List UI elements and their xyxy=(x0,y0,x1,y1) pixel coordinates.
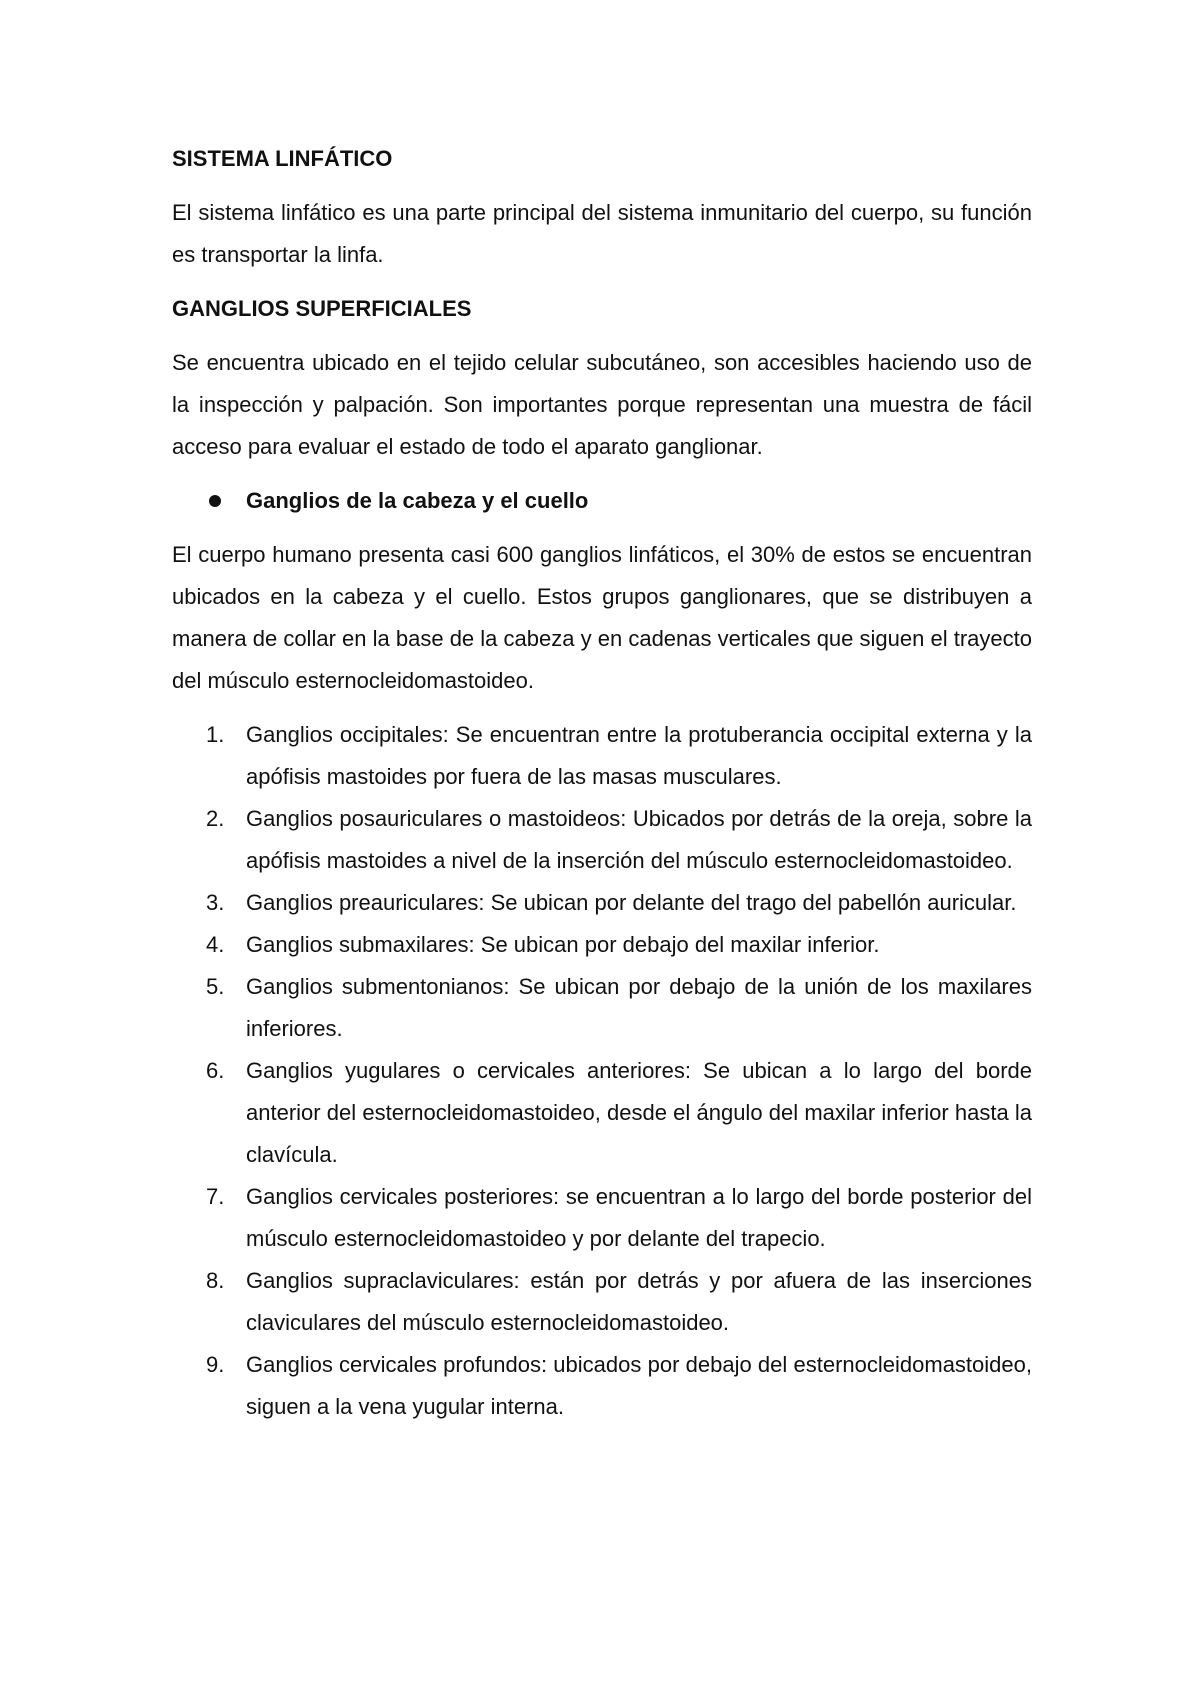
bullet-dot-icon xyxy=(209,495,221,507)
list-item-text: Ganglios submaxilares: Se ubican por debajo del maxilar inferior. xyxy=(246,932,880,957)
bullet-paragraph: El cuerpo humano presenta casi 600 ganglios linfáticos, el 30% de estos se encuentran ubicados en la cabeza y el cuello. Estos grupos ganglionares, que se distribuyen a manera de collar en la base de la cabeza y en cadenas verticales que siguen el trayecto del músculo esternocleidomastoideo. xyxy=(172,542,1032,693)
list-item-text: Ganglios yugulares o cervicales anteriores: Se ubican a lo largo del borde anterior del esternocleidomastoideo, desde el ángulo del maxilar inferior hasta la clavícula. xyxy=(246,1058,1032,1167)
list-number: 7. xyxy=(206,1184,225,1209)
list-item-text: Ganglios cervicales posteriores: se encuentran a lo largo del borde posterior del músculo esternocleidomastoideo y por delante del trapecio. xyxy=(246,1184,1032,1251)
list-number: 9. xyxy=(206,1352,225,1377)
list-item xyxy=(172,882,1032,924)
list-item-text: Ganglios supraclaviculares: están por detrás y por afuera de las inserciones claviculares del músculo esternocleidomastoideo. xyxy=(246,1268,1032,1335)
document-page xyxy=(172,138,1032,1428)
list-item xyxy=(172,1344,1032,1428)
list-number: 2. xyxy=(206,806,225,831)
list-item xyxy=(172,966,1032,1050)
list-number: 4. xyxy=(206,932,225,957)
list-number: 1. xyxy=(206,722,225,747)
list-item xyxy=(172,1176,1032,1260)
list-item xyxy=(172,924,1032,966)
bullet-item xyxy=(172,480,1032,522)
section-paragraph: Se encuentra ubicado en el tejido celular subcutáneo, son accesibles haciendo uso de la inspección y palpación. Son importantes porque representan una muestra de fácil acceso para evaluar el estado de todo el aparato ganglionar. xyxy=(172,350,1032,459)
list-item xyxy=(172,714,1032,798)
list-item-text: Ganglios submentonianos: Se ubican por debajo de la unión de los maxilares inferiores. xyxy=(246,974,1032,1041)
document-title: SISTEMA LINFÁTICO xyxy=(172,146,393,171)
list-item xyxy=(172,798,1032,882)
section-heading: GANGLIOS SUPERFICIALES xyxy=(172,296,472,321)
list-number: 8. xyxy=(206,1268,225,1293)
list-number: 5. xyxy=(206,974,225,999)
numbered-list xyxy=(172,714,1032,1428)
list-item xyxy=(172,1050,1032,1176)
list-number: 3. xyxy=(206,890,225,915)
list-item-text: Ganglios cervicales profundos: ubicados por debajo del esternocleidomastoideo, siguen a la vena yugular interna. xyxy=(246,1352,1032,1419)
list-item-text: Ganglios preauriculares: Se ubican por delante del trago del pabellón auricular. xyxy=(246,890,1017,915)
list-item xyxy=(172,1260,1032,1344)
bullet-heading: Ganglios de la cabeza y el cuello xyxy=(246,488,589,513)
list-number: 6. xyxy=(206,1058,225,1083)
list-item-text: Ganglios occipitales: Se encuentran entre la protuberancia occipital externa y la apófisis mastoides por fuera de las masas musculares. xyxy=(246,722,1032,789)
list-item-text: Ganglios posauriculares o mastoideos: Ubicados por detrás de la oreja, sobre la apófisis mastoides a nivel de la inserción del músculo esternocleidomastoideo. xyxy=(246,806,1032,873)
intro-paragraph: El sistema linfático es una parte principal del sistema inmunitario del cuerpo, su función es transportar la linfa. xyxy=(172,200,1032,267)
